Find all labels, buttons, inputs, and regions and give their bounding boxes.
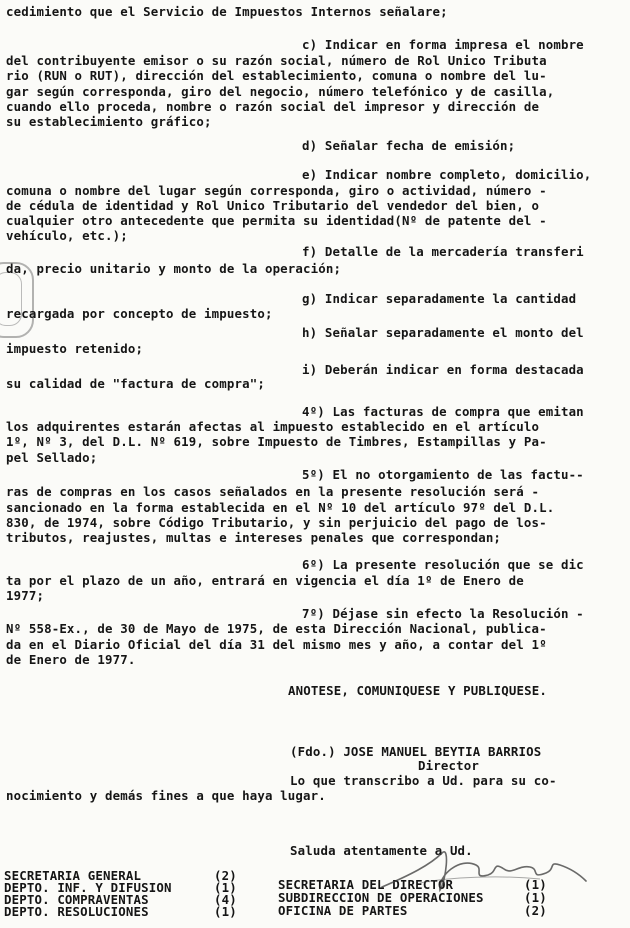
text-line: su establecimiento gráfico;: [6, 114, 212, 129]
closing-formula: ANOTESE, COMUNIQUESE Y PUBLIQUESE.: [288, 683, 547, 698]
text-line: de cédula de identidad y Rol Unico Tributario del vendedor del bien, o: [6, 198, 540, 213]
text-line: nocimiento y demás fines a que haya lugar.: [6, 788, 326, 803]
text-line: gar según corresponda, giro del negocio, número telefónico y de casilla,: [6, 84, 555, 99]
text-line: Lo que transcribo a Ud. para su co-: [290, 773, 557, 788]
distribution-count: (2): [524, 903, 547, 918]
text-line: sancionado en la forma establecida en el Nº 10 del artículo 97º del D.L.: [6, 500, 555, 515]
text-line: cualquier otro antecedente que permita su identidad(Nº de patente del -: [6, 213, 547, 228]
text-line: h) Señalar separadamente el monto del: [302, 325, 584, 340]
text-line: f) Detalle de la mercadería transferi: [302, 244, 584, 259]
distribution-count: (1): [214, 904, 237, 919]
text-line: 830, de 1974, sobre Código Tributario, y sin perjuicio del pago de los-: [6, 515, 547, 530]
text-line: cuando ello proceda, nombre o razón social del impresor y dirección de: [6, 99, 540, 114]
distribution-item: OFICINA DE PARTES: [278, 903, 408, 918]
distribution-item: DEPTO. INF. Y DIFUSION: [4, 880, 172, 895]
text-line: tributos, reajustes, multas e intereses penales que correspondan;: [6, 530, 502, 545]
text-line: rio (RUN o RUT), dirección del establecimiento, comuna o nombre del lu-: [6, 68, 547, 83]
distribution-count: (4): [214, 892, 237, 907]
text-line: impuesto retenido;: [6, 341, 144, 356]
text-line: 4º) Las facturas de compra que emitan: [302, 404, 584, 419]
text-line: g) Indicar separadamente la cantidad: [302, 291, 577, 306]
distribution-item: DEPTO. RESOLUCIONES: [4, 904, 149, 919]
distribution-count: (1): [524, 877, 547, 892]
text-line: 7º) Déjase sin efecto la Resolución -: [302, 606, 584, 621]
text-line: da, precio unitario y monto de la operación;: [6, 261, 342, 276]
salutation: Saluda atentamente a Ud.: [290, 843, 473, 858]
text-line: e) Indicar nombre completo, domicilio,: [302, 167, 592, 182]
distribution-item: SECRETARIA GENERAL: [4, 868, 142, 883]
text-line: 6º) La presente resolución que se dic: [302, 557, 584, 572]
handwritten-signature: [380, 835, 590, 895]
text-line: i) Deberán indicar en forma destacada: [302, 362, 584, 377]
distribution-count: (2): [214, 868, 237, 883]
distribution-count: (1): [214, 880, 237, 895]
text-line: 1º, Nº 3, del D.L. Nº 619, sobre Impuesto de Timbres, Estampillas y Pa-: [6, 434, 547, 449]
text-line: cedimiento que el Servicio de Impuestos Internos señalare;: [6, 4, 448, 19]
text-line: ta por el plazo de un año, entrará en vigencia el día 1º de Enero de: [6, 573, 524, 588]
text-line: del contribuyente emisor o su razón social, número de Rol Unico Tributa: [6, 53, 547, 68]
distribution-count: (1): [524, 890, 547, 905]
text-line: 1977;: [6, 588, 45, 603]
text-line: da en el Diario Oficial del día 31 del mismo mes y año, a contar del 1º: [6, 637, 547, 652]
text-line: 5º) El no otorgamiento de las factu--: [302, 467, 584, 482]
text-line: de Enero de 1977.: [6, 652, 136, 667]
distribution-item: DEPTO. COMPRAVENTAS: [4, 892, 149, 907]
text-line: c) Indicar en forma impresa el nombre: [302, 37, 584, 52]
distribution-item: SECRETARIA DEL DIRECTOR: [278, 877, 454, 892]
signatory-name: (Fdo.) JOSE MANUEL BEYTIA BARRIOS: [290, 744, 542, 759]
text-line: recargada por concepto de impuesto;: [6, 306, 273, 321]
text-line: Nº 558-Ex., de 30 de Mayo de 1975, de esta Dirección Nacional, publica-: [6, 621, 547, 636]
text-line: vehículo, etc.);: [6, 228, 128, 243]
text-line: d) Señalar fecha de emisión;: [302, 138, 516, 153]
text-line: su calidad de "factura de compra";: [6, 376, 265, 391]
text-line: ras de compras en los casos señalados en la presente resolución será -: [6, 484, 540, 499]
distribution-item: SUBDIRECCION DE OPERACIONES: [278, 890, 484, 905]
signatory-title: Director: [418, 758, 479, 773]
text-line: pel Sellado;: [6, 450, 98, 465]
text-line: comuna o nombre del lugar según corresponda, giro o actividad, número -: [6, 183, 547, 198]
text-line: los adquirentes estarán afectas al impuesto establecido en el artículo: [6, 419, 540, 434]
